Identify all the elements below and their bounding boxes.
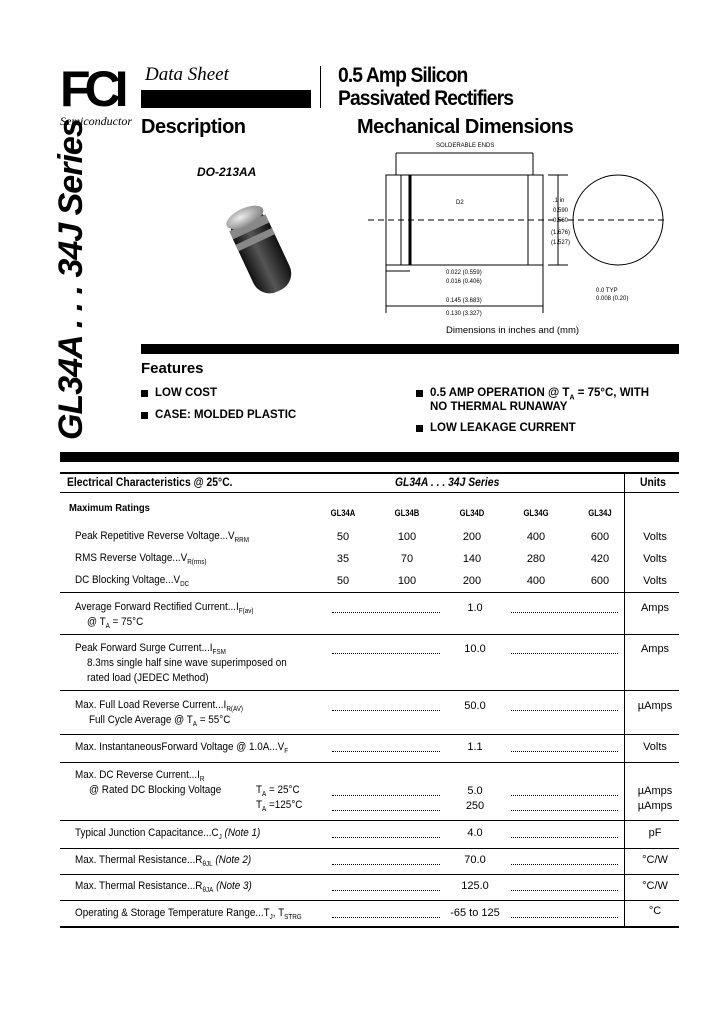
dim-b: 0.590 <box>553 208 569 214</box>
dim-e: (1.527) <box>551 240 571 246</box>
dim-f: 0.022 (0.559) <box>446 270 482 276</box>
title-line-1: 0.5 Amp Silicon <box>338 64 468 87</box>
bullet-icon <box>416 425 423 432</box>
table-bottom-border <box>60 926 679 928</box>
table-top-border <box>60 472 679 474</box>
row-divider <box>60 874 679 875</box>
row-divider <box>60 900 679 901</box>
header-divider <box>320 66 321 108</box>
table-header-series: GL34A . . . 34J Series <box>395 477 500 489</box>
company-logo: FCI <box>60 61 123 117</box>
table-header-border <box>60 492 679 493</box>
dim-h: 0.145 (3.683) <box>446 298 482 304</box>
series-vertical-title: GL34A . . . 34J Series <box>52 119 90 440</box>
feature-item: CASE: MOLDED PLASTIC <box>141 409 296 421</box>
dim-solderable-ends: SOLDERABLE ENDS <box>436 143 495 149</box>
row-divider <box>60 848 679 849</box>
row-divider <box>60 690 679 691</box>
column-header: GL34A <box>330 508 356 518</box>
row-divider <box>60 592 679 593</box>
column-header: GL34J <box>588 508 612 518</box>
table-header-units: Units <box>640 477 666 489</box>
package-name: DO-213AA <box>197 165 257 179</box>
mechanical-drawing <box>368 138 668 318</box>
row-divider <box>60 634 679 635</box>
dim-a: .1 in <box>553 198 565 204</box>
dim-j: 0.0 TYP <box>596 288 618 294</box>
features-heading: Features <box>141 360 204 377</box>
section-bar <box>60 452 679 462</box>
bullet-icon <box>141 390 148 397</box>
feature-item: LOW COST <box>141 387 217 399</box>
row-divider <box>60 820 679 821</box>
company-logo-subtitle: Semiconductor <box>60 114 132 128</box>
header-bar <box>141 90 311 108</box>
dim-g: 0.016 (0.406) <box>446 279 482 285</box>
description-heading: Description <box>141 116 246 138</box>
title-line-2: Passivated Rectifiers <box>338 87 514 110</box>
dim-c: 0.560 <box>553 218 569 224</box>
package-photo <box>205 190 315 310</box>
doc-type-label: Data Sheet <box>145 64 229 85</box>
column-header: GL34G <box>523 508 549 518</box>
column-header: GL34D <box>459 508 485 518</box>
row-divider <box>60 734 679 735</box>
mechanical-heading: Mechanical Dimensions <box>357 116 574 138</box>
column-header: GL34B <box>394 508 420 518</box>
dim-d: (1.676) <box>551 230 571 236</box>
dim-d2: D2 <box>456 200 464 206</box>
page-title <box>338 64 513 110</box>
dim-i: 0.130 (3.327) <box>446 311 482 317</box>
bullet-icon <box>416 390 423 397</box>
bullet-icon <box>141 412 148 419</box>
feature-item: LOW LEAKAGE CURRENT <box>416 422 576 434</box>
table-header-title: Electrical Characteristics @ 25°C. <box>67 477 233 489</box>
max-ratings-heading: Maximum Ratings <box>69 502 150 514</box>
feature-item: 0.5 AMP OPERATION @ $T_A = 75^\circ C$, WITH NO THERMAL RUNAWAY <box>416 387 649 413</box>
row-divider <box>60 762 679 763</box>
features-bar <box>141 344 679 354</box>
dimensions-caption: Dimensions in inches and (mm) <box>446 325 580 336</box>
dim-k: 0.008 (0.20) <box>596 296 629 302</box>
